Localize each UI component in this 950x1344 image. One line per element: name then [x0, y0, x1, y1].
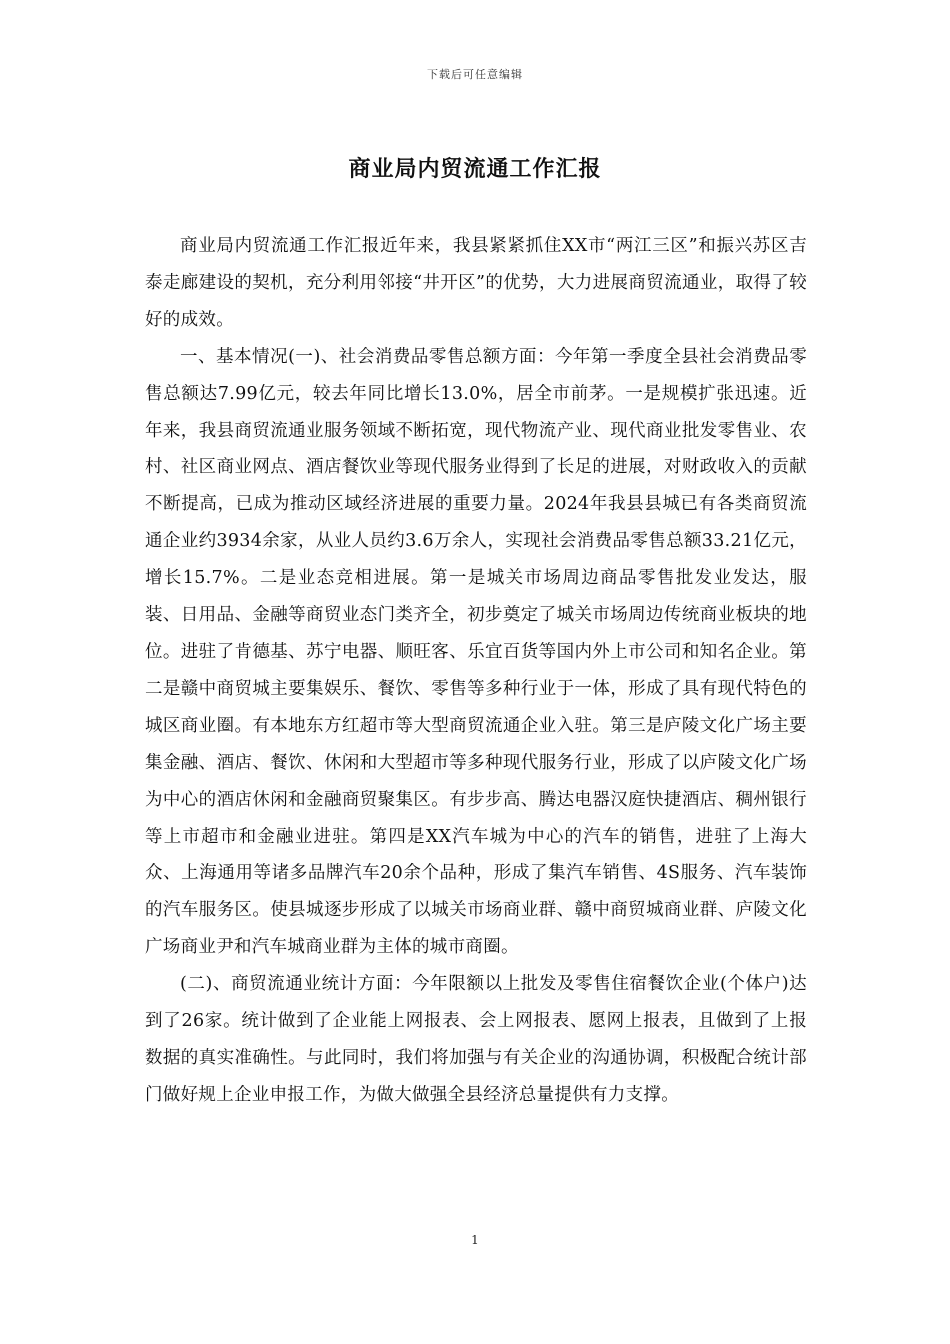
- document-title: 商业局内贸流通工作汇报: [348, 156, 602, 182]
- page-number: 1: [471, 1233, 479, 1247]
- header-note: 下载后可任意编辑: [427, 68, 523, 81]
- document-body: [145, 228, 807, 1114]
- paragraph-intro: 商业局内贸流通工作汇报近年来，我县紧紧抓住XX市“两江三区”和振兴苏区吉泰走廊建设的契机，充分利用邻接“井开区”的优势，大力进展商贸流通业，取得了较好的成效。: [145, 236, 807, 330]
- paragraph-statistics: (二)、商贸流通业统计方面：今年限额以上批发及零售住宿餐饮企业(个体户)达到了26家。统计做到了企业能上网报表、会上网报表、愿网上报表，且做到了上报数据的真实准确性。与此同时，我们将加强与有关企业的沟通协调，积极配合统计部门做好规上企业申报工作，为做大做强全县经济总量提供有力支撑。: [145, 974, 807, 1105]
- paragraph-basic-situation: 一、基本情况(一)、社会消费品零售总额方面：今年第一季度全县社会消费品零售总额达7.99亿元，较去年同比增长13.0%，居全市前茅。一是规模扩张迅速。近年来，我县商贸流通业服务领域不断拓宽，现代物流产业、现代商业批发零售业、农村、社区商业网点、酒店餐饮业等现代服务业得到了长足的进展，对财政收入的贡献不断提高，已成为推动区域经济进展的重要力量。2024年我县县城已有各类商贸流通企业约3934余家，从业人员约3.6万余人，实现社会消费品零售总额33.21亿元，增长15.7%。二是业态竞相进展。第一是城关市场周边商品零售批发业发达，服装、日用品、金融等商贸业态门类齐全，初步奠定了城关市场周边传统商业板块的地位。进驻了肯德基、苏宁电器、顺旺客、乐宜百货等国内外上市公司和知名企业。第二是赣中商贸城主要集娱乐、餐饮、零售等多种行业于一体，形成了具有现代特色的城区商业圈。有本地东方红超市等大型商贸流通企业入驻。第三是庐陵文化广场主要集金融、酒店、餐饮、休闲和大型超市等多种现代服务行业，形成了以庐陵文化广场为中心的酒店休闲和金融商贸聚集区。有步步高、腾达电器汉庭快捷酒店、稠州银行等上市超市和金融业进驻。第四是XX汽车城为中心的汽车的销售，进驻了上海大众、上海通用等诸多品牌汽车20余个品种，形成了集汽车销售、4S服务、汽车装饰的汽车服务区。使县城逐步形成了以城关市场商业群、赣中商贸城商业群、庐陵文化广场商业尹和汽车城商业群为主体的城市商圈。: [145, 346, 807, 958]
